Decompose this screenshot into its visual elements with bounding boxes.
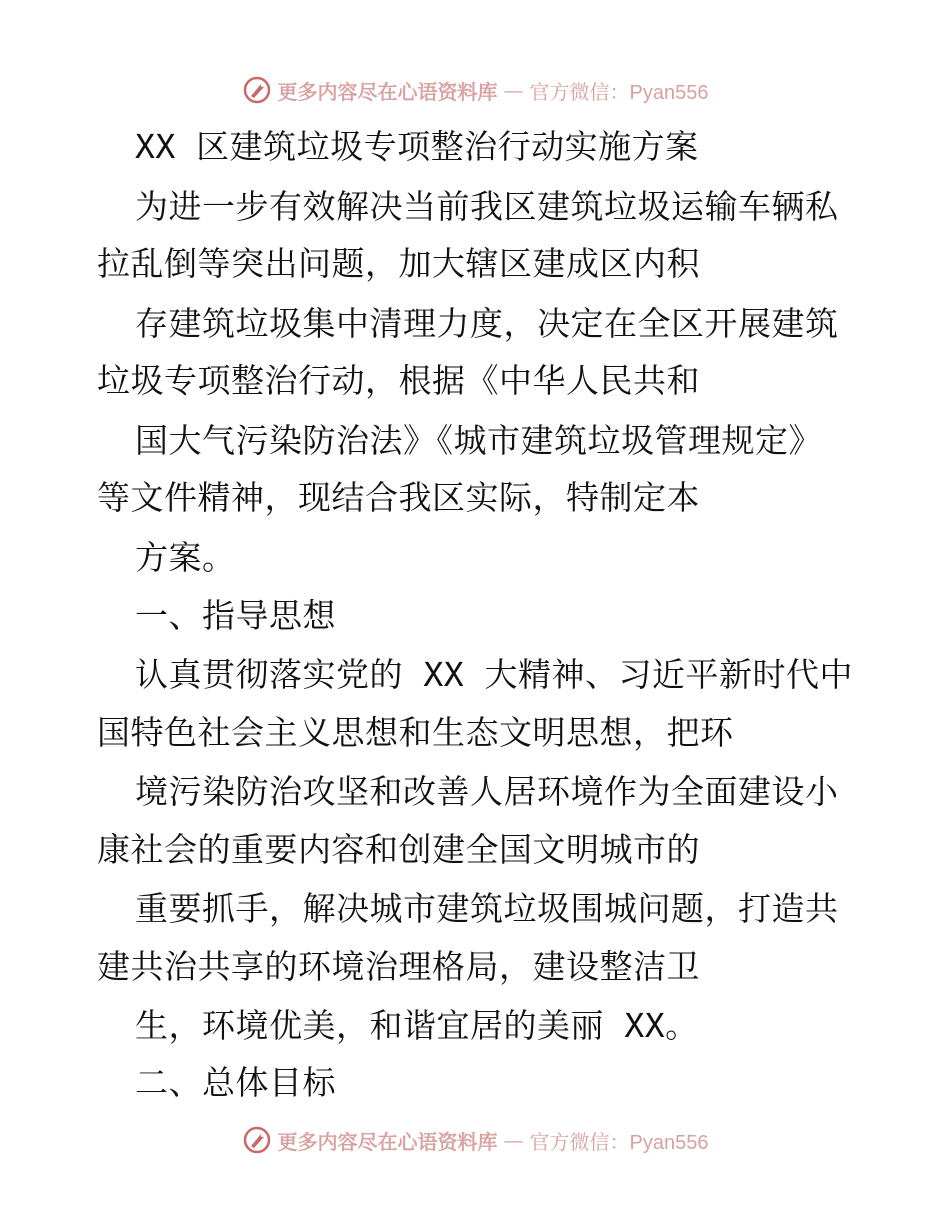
watermark-text: 更多内容尽在心语资料库 (277, 79, 498, 104)
paragraph-line: 国大气污染防治法》《城市建筑垃圾管理规定》 (135, 421, 822, 460)
paragraph-line: 方案。 (135, 538, 236, 577)
watermark-text: 更多内容尽在心语资料库 (277, 1129, 498, 1154)
pen-nib-circle-icon (242, 75, 272, 105)
paragraph-line: 垃圾专项整治行动，根据《中华人民共和 (97, 361, 700, 400)
pen-nib-circle-icon (242, 1125, 272, 1155)
watermark-contact: 官方微信：Pyan556 (529, 1131, 709, 1154)
paragraph-line: 认真贯彻落实党的 XX 大精神、习近平新时代中 (135, 655, 853, 694)
paragraph-line: 存建筑垃圾集中清理力度，决定在全区开展建筑 (135, 304, 839, 343)
paragraph-line: 重要抓手，解决城市建筑垃圾围城问题，打造共 (135, 889, 839, 928)
paragraph-line: 生，环境优美，和谐宜居的美丽 XX。 (135, 1006, 699, 1045)
section-heading: 一、指导思想 (135, 596, 336, 635)
section-heading: 二、总体目标 (135, 1063, 336, 1102)
paragraph-line: 康社会的重要内容和创建全国文明城市的 (97, 830, 700, 869)
watermark-contact: 官方微信：Pyan556 (529, 81, 709, 104)
paragraph-line: 境污染防治攻坚和改善人居环境作为全面建设小 (135, 772, 839, 811)
paragraph-line: 国特色社会主义思想和生态文明思想，把环 (97, 713, 734, 752)
paragraph-line: 建共治共享的环境治理格局，建设整洁卫 (97, 947, 700, 986)
document-title: XX 区建筑垃圾专项整治行动实施方案 (135, 127, 699, 166)
header-watermark (0, 70, 950, 110)
paragraph-line: 拉乱倒等突出问题，加大辖区建成区内积 (97, 244, 700, 283)
watermark-separator: — (503, 1128, 524, 1152)
footer-watermark (0, 1120, 950, 1160)
paragraph-line: 为进一步有效解决当前我区建筑垃圾运输车辆私 (135, 187, 839, 226)
paragraph-line: 等文件精神，现结合我区实际，特制定本 (97, 478, 700, 517)
watermark-separator: — (503, 78, 524, 102)
